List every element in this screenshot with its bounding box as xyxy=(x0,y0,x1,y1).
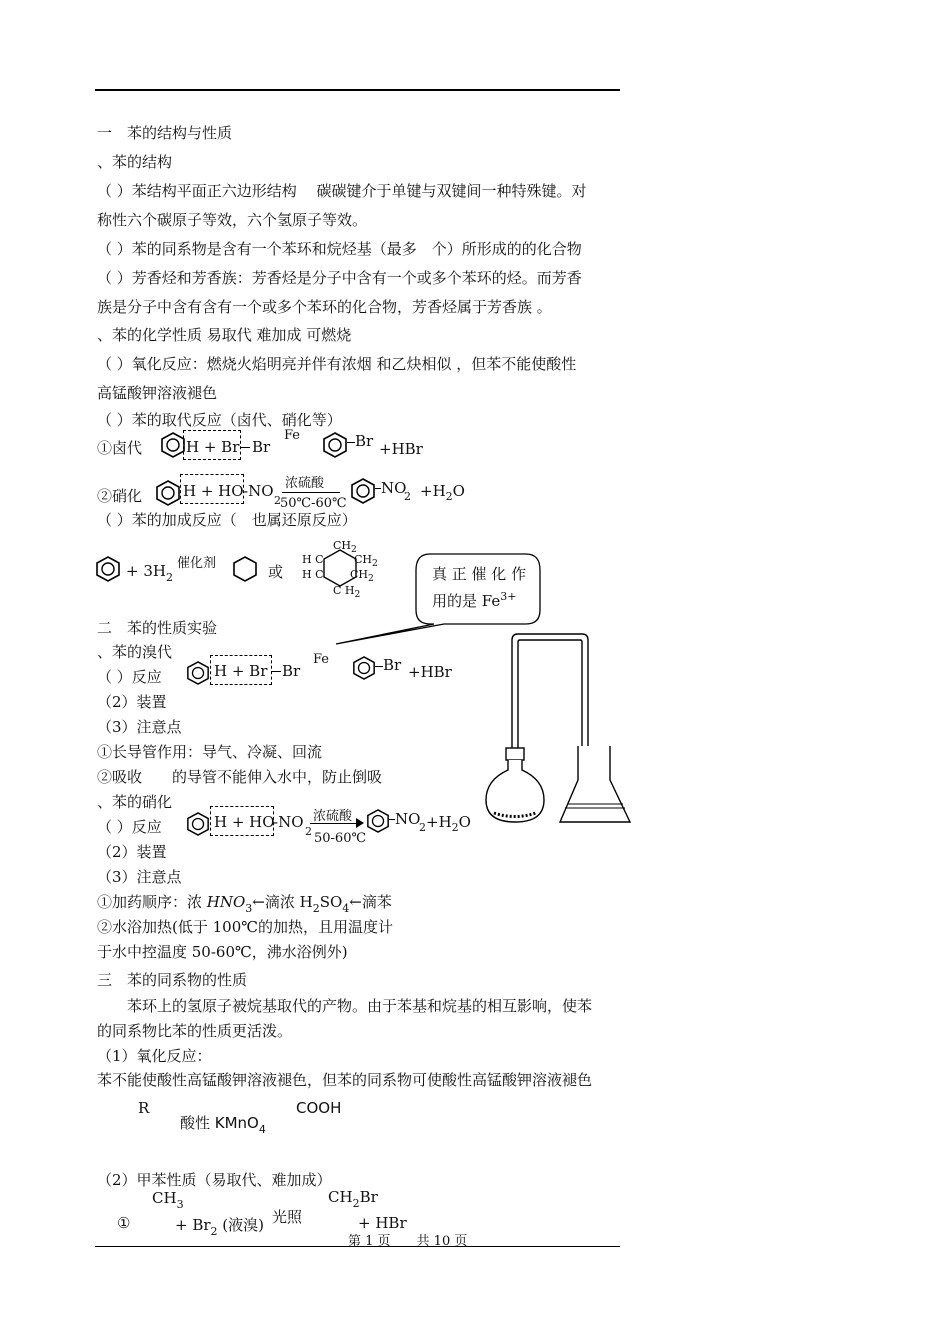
s1-p4a: （ ）氧化反应：燃烧火焰明亮并伴有浓烟 和乙炔相似 ，但苯不能使酸性 xyxy=(97,355,577,373)
s2-rn-no2-sub: 2 xyxy=(305,825,312,838)
s2-m2: ②水浴加热(低于 100℃的加热，且用温度计 xyxy=(97,918,394,936)
s2-m1c: 3 xyxy=(245,902,253,915)
s2-rn-product: NO xyxy=(395,810,421,828)
s2-m1f: SO xyxy=(319,893,343,911)
s2-r-prod-bond xyxy=(375,666,383,667)
s3-rt-prod-sub: 2 xyxy=(352,1197,360,1210)
callout-line1: 真 正 催 化 作 xyxy=(432,565,527,583)
r2-reactants: H + HO xyxy=(183,482,244,500)
benzene-icon xyxy=(95,556,121,582)
s2-m1a: ①加药顺序：浓 xyxy=(97,893,207,911)
s3-rox-r: R xyxy=(138,1099,150,1117)
s2-r-reactants: H + Br xyxy=(214,662,268,680)
r1-byproduct: +HBr xyxy=(379,440,423,458)
s2-dev2: （2）装置 xyxy=(97,843,167,861)
s2-m1e: 2 xyxy=(312,902,320,915)
r3-ch2-br-sub: 2 xyxy=(368,573,374,585)
r2-product-sub: 2 xyxy=(404,490,411,503)
section-2-heading: 二 苯的性质实验 xyxy=(97,619,218,637)
s1-p1a: （ ）苯结构平面正六边形结构 碳碳键介于单键与双键间一种特殊键。对 xyxy=(97,182,587,200)
s3-rt-plus-sub: 2 xyxy=(210,1225,218,1238)
section-3-heading: 三 苯的同系物的性质 xyxy=(97,971,248,989)
s1-p3b: 族是分子中含有含有一个或多个苯环的化合物，芳香烃属于芳香族 。 xyxy=(97,298,552,316)
s3-rt-prod-text: CH xyxy=(328,1188,353,1206)
s2-n2: ②吸收 的导管不能伸入水中，防止倒吸 xyxy=(97,768,383,786)
s3-rox-cond-text: 酸性 KMnO xyxy=(180,1114,259,1132)
s2-rn-reactants: H + HO xyxy=(214,813,275,831)
r3-ch2-tr-text: CH xyxy=(354,553,373,566)
s1-p3a: （ ）芳香烃和芳香族：芳香烃是分子中含有一个或多个苯环的烃。而芳香 xyxy=(97,269,582,287)
s3-rt-hbr: + HBr xyxy=(358,1214,407,1232)
s2-m3: 于水中控温度 50-60℃，沸水浴例外) xyxy=(97,943,348,961)
s2-r-cond: Fe xyxy=(313,652,330,667)
s2-r-byproduct: +HBr xyxy=(408,663,452,681)
s1-p2: （ ）苯的同系物是含有一个苯环和烷烃基（最多 个）所形成的的化合物 xyxy=(97,240,582,258)
r3-or: 或 xyxy=(268,563,284,581)
s2-rn-product-sub: 2 xyxy=(419,821,426,834)
r2-product: NO xyxy=(381,479,407,497)
s2-dev: （2）装置 xyxy=(97,693,167,711)
s1-p4b: 高锰酸钾溶液褪色 xyxy=(97,384,218,402)
r3-condition: 催化剂 xyxy=(177,556,217,571)
r1-product-bond xyxy=(347,442,355,443)
benzene-icon xyxy=(155,480,181,506)
benzene-icon xyxy=(352,656,376,680)
r2-label: ②硝化 xyxy=(97,487,143,505)
apparatus-diagram xyxy=(480,630,640,830)
r2-arrow xyxy=(282,492,340,493)
s2-m1d: ←滴浓 H xyxy=(252,893,313,911)
s1-p1b: 称性六个碳原子等效，六个氢原子等效。 xyxy=(97,211,368,229)
benzene-icon xyxy=(186,812,210,836)
r3-ch2-bl: H C xyxy=(302,568,324,581)
s2-r-product: Br xyxy=(383,656,402,674)
s3-rox-cond-sub: 4 xyxy=(258,1123,266,1136)
benzene-icon xyxy=(366,809,390,833)
s3-p1a: 苯环上的氢原子被烷基取代的产物。由于苯基和烷基的相互影响，使苯 xyxy=(97,997,593,1015)
r1-bond-line xyxy=(240,447,250,448)
r3-ch2-tl: H C xyxy=(302,553,324,566)
benzene-icon xyxy=(350,478,376,504)
callout-line2-text: 用的是 Fe xyxy=(432,592,501,610)
s3-rt-ch3 xyxy=(152,1189,184,1211)
s3-rox-cond xyxy=(180,1112,266,1136)
s3-rt-plus xyxy=(175,1214,264,1238)
s3-rt-ch3-sub: 3 xyxy=(176,1198,184,1211)
s2-rn-arrow xyxy=(310,823,362,824)
s2-m1h: ←滴苯 xyxy=(349,893,392,911)
r2-plus-sub: 2 xyxy=(445,490,453,503)
header-rule xyxy=(95,89,620,91)
r3-ch2-top-sub: 2 xyxy=(351,544,357,556)
s3-rt-prod xyxy=(328,1188,378,1210)
r2-cond-bottom-sub: 2 xyxy=(274,494,281,507)
s2-rn-plus xyxy=(426,813,471,834)
footer-rule xyxy=(95,1246,620,1247)
s2-n1: ①长导管作用：导气、冷凝、回流 xyxy=(97,743,323,761)
s3-ox: （1）氧化反应： xyxy=(97,1047,212,1065)
s2-rn-plus-sub: 2 xyxy=(451,821,459,834)
benzene-icon xyxy=(186,661,210,685)
r2-cond-top: 浓硫酸 xyxy=(285,476,325,491)
section-1-heading: 一 苯的结构与性质 xyxy=(97,124,233,142)
s2-rn-plus-o: O xyxy=(458,813,471,831)
s3-rt-prod-br: Br xyxy=(359,1188,378,1206)
s2-sub2: 、苯的硝化 xyxy=(97,793,173,811)
r2-cond-bottom: 50℃-60℃ xyxy=(280,496,347,511)
r3-plus-text: + 3H xyxy=(126,562,166,580)
s1-sub2: 、苯的化学性质 易取代 难加成 可燃烧 xyxy=(97,326,352,344)
s2-m1 xyxy=(97,892,392,919)
s2-rn-cond-bottom: 50-60℃ xyxy=(314,831,367,846)
r3-ch2-bottom-sub: 2 xyxy=(354,589,361,601)
s1-sub1: 、苯的结构 xyxy=(97,153,173,171)
r2-plus-h: +H xyxy=(420,482,446,500)
s3-rt-liq: (液溴) xyxy=(217,1216,265,1234)
r2-no2 xyxy=(243,482,274,500)
r1-product: Br xyxy=(355,432,374,450)
s1-p5: （ ）苯的取代反应（卤代、硝化等） xyxy=(97,411,342,429)
s1-p6: （ ）苯的加成反应（ 也属还原反应） xyxy=(97,511,357,529)
s2-sub1: 、苯的溴代 xyxy=(97,643,173,661)
s2-rn-plus-h: +H xyxy=(426,813,452,831)
s2-m1b: HNO xyxy=(206,893,246,911)
s2-rn-no2: -NO xyxy=(273,813,304,831)
r2-no2-text: -NO xyxy=(243,482,274,500)
r1-br: Br xyxy=(252,438,271,456)
callout-line2 xyxy=(432,590,516,611)
cyclohexane-icon xyxy=(232,556,258,582)
arrow-head-icon xyxy=(356,818,364,828)
r3-ch2-bottom-text: C H xyxy=(333,584,355,597)
s3-rt-num: ① xyxy=(117,1214,131,1232)
r1-condition: Fe xyxy=(284,428,301,443)
s3-tol: （2）甲苯性质（易取代、难加成） xyxy=(97,1171,332,1189)
s2-react: （ ）反应 xyxy=(97,668,162,686)
s3-rt-plus-text: + Br xyxy=(175,1216,211,1234)
s2-react2: （ ）反应 xyxy=(97,818,162,836)
s2-note: （3）注意点 xyxy=(97,718,182,736)
s2-r-br: Br xyxy=(282,662,301,680)
s2-m1g: 4 xyxy=(342,902,350,915)
r1-label: ①卤代 xyxy=(97,439,143,457)
r3-plus xyxy=(126,562,173,584)
s2-note2: （3）注意点 xyxy=(97,868,182,886)
s3-p1b: 的同系物比苯的性质更活泼。 xyxy=(97,1022,293,1040)
page-footer: 第 1 页 共 10 页 xyxy=(348,1234,468,1249)
r2-plus-o: O xyxy=(452,482,465,500)
r3-ch2-top-text: CH xyxy=(333,539,352,552)
s3-rox-prod: COOH xyxy=(296,1099,342,1117)
r3-ch2-br-text: CH xyxy=(350,568,369,581)
r1-reactants: H + Br xyxy=(186,438,240,456)
s2-r-bond xyxy=(271,671,281,672)
s3-rt-cond: 光照 xyxy=(272,1208,303,1226)
r2-plus xyxy=(420,482,465,503)
r3-plus-sub: 2 xyxy=(165,571,173,584)
callout-sup: 3+ xyxy=(500,590,517,603)
benzene-icon xyxy=(322,432,348,458)
s3-ox2: 苯不能使酸性高锰酸钾溶液褪色，但苯的同系物可使酸性高锰酸钾溶液褪色 xyxy=(97,1071,593,1089)
s3-rt-ch3-text: CH xyxy=(152,1189,177,1207)
r3-ch2-tr-sub: 2 xyxy=(372,558,378,570)
s2-rn-cond-top: 浓硫酸 xyxy=(313,809,353,824)
